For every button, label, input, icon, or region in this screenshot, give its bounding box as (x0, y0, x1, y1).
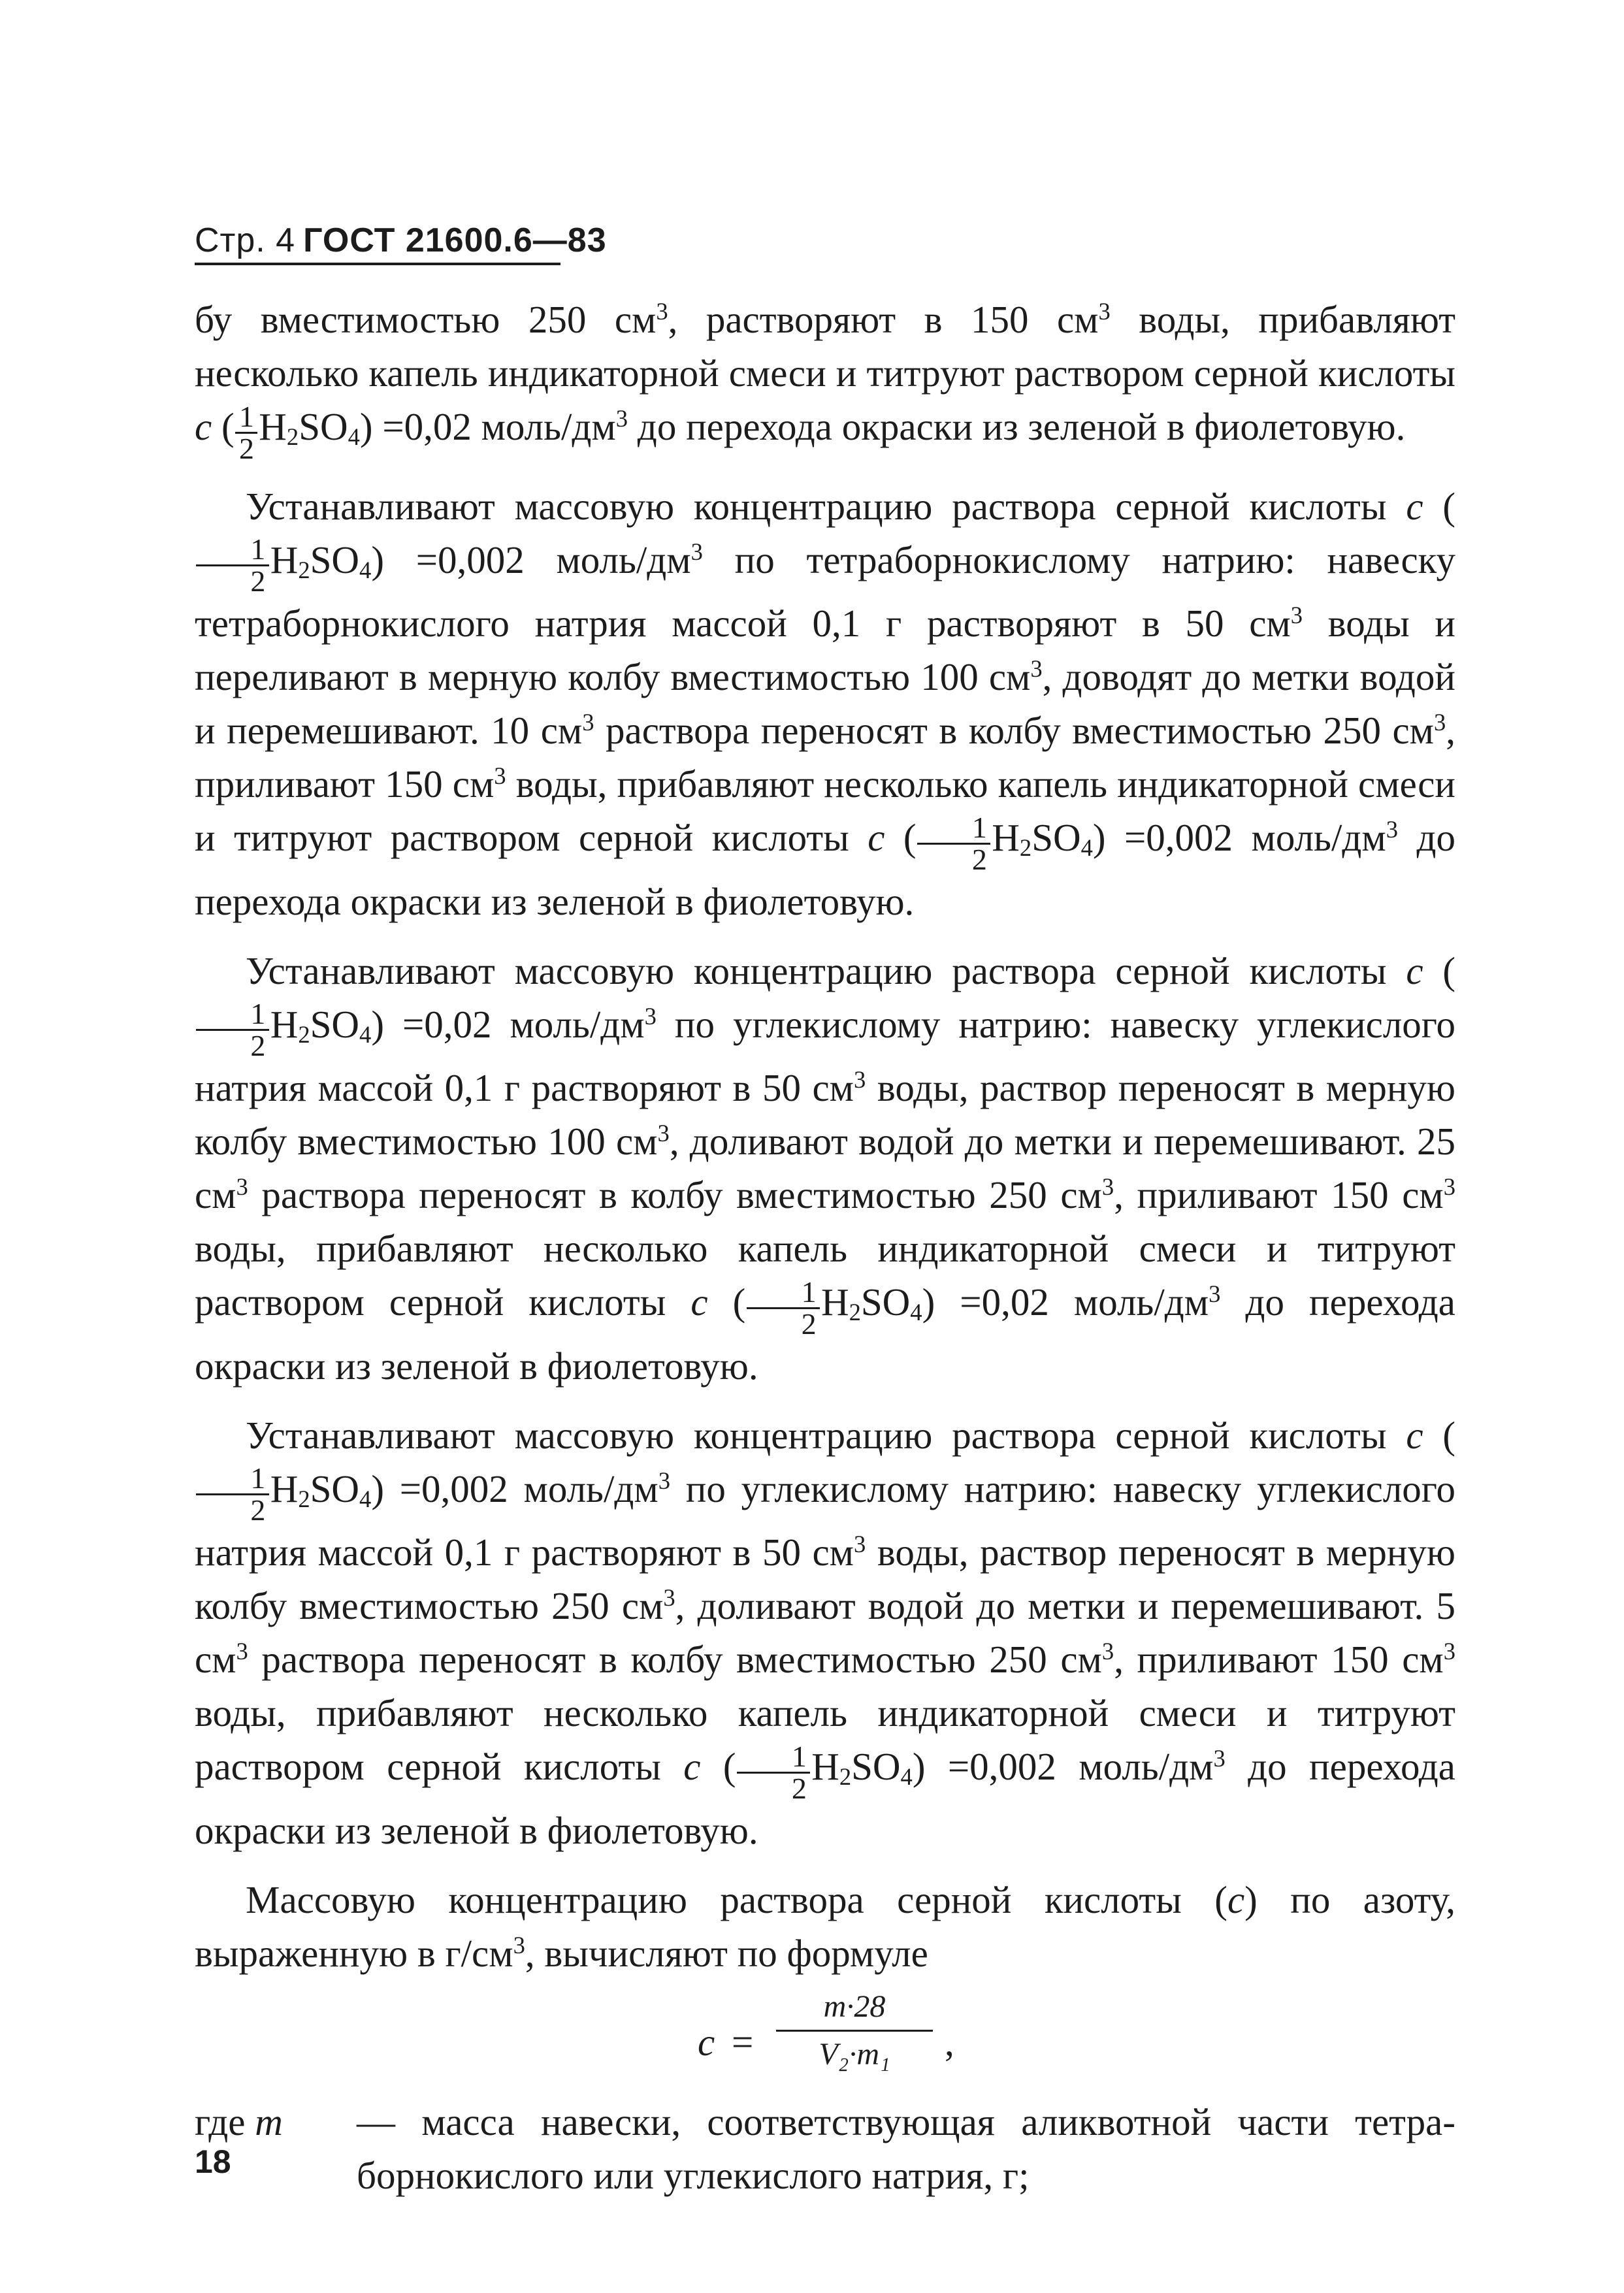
paragraph-3: Устанавливают массовую концентрацию раствора серной кислоты c ( $\frac{1}{2}$ $H_2SO_4) =0,02$ моль/$дм^3$ по углекислому натрию: навеску углекислого натрия массой 0,1 г растворяют в 50 $см^3$ воды, раствор переносят в мерную колбу вместимостью 100 $см^3$, доливают водой до метки и перемешивают. 25 $см^3$ раствора переносят в колбу вместимостью 250 $см^3$, приливают 150 $см^3$ воды, прибавляют несколько капель индикаторной смеси и титруют раствором серной кислоты c ( $\frac{1}{2}$ $H_2SO_4) =0,02$ моль/$дм^3$ до перехода окраски из зеленой в фиолетовую. (195, 949, 1456, 1388)
page-label: Стр. 4 (195, 221, 296, 259)
page-number: 18 (195, 2143, 231, 2180)
header-rule (195, 263, 560, 265)
fraction-half: $\frac{1}{2}$ (196, 999, 269, 1061)
paragraph-2: Устанавливают массовую концентрацию раствора серной кислоты c ( $\frac{1}{2}$ $H_2SO_4) =0,002$ моль/$дм^3$ по тетраборнокислому натрию: навеску тетраборнокислого натрия массой 0,1 г растворяют в 50 $см^3$ воды и переливают в мерную колбу вместимостью 100 $см^3$, доводят до метки водой и перемешивают. 10 $см^3$ раствора переносят в колбу вместимостью 250 $см^3$, приливают 150 $см^3$ воды, прибавляют несколько капель индикаторной смеси и титруют раствором серной кислоты c ( $\frac{1}{2}$ $H_2SO_4) =0,002$ моль/$дм^3$ до перехода окраски из зеленой в фиолетовую. (195, 484, 1456, 923)
paragraph-4: Устанавливают массовую концентрацию раствора серной кислоты c ( $\frac{1}{2}$ $H_2SO_4) =0,002$ моль/$дм^3$ по углекислому натрию: навеску углекислого натрия массой 0,1 г растворяют в 50 $см^3$ воды, раствор переносят в мерную колбу вместимостью 250 $см^3$, доливают водой до метки и перемешивают. 5 $см^3$ раствора переносят в колбу вместимостью 250 $см^3$, приливают 150 $см^3$ воды, прибавляют несколько капель индикаторной смеси и титруют раствором серной кислоты c ( $\frac{1}{2}$ $H_2SO_4) =0,002$ моль/$дм^3$ до перехода окраски из зеленой в фиолетовую. (195, 1413, 1456, 1852)
formula: c = $\frac{m\cdot 28}{\text{V₂·m₁}}$ , (195, 1984, 1455, 2089)
paragraph-5: Массовую концентрацию раствора серной кислоты (c) по азоту, выраженную в $г/см^3$, вычисляют по формуле (195, 1878, 1456, 1975)
where-variable: m (255, 2100, 283, 2143)
formula-numerator: m·28 (776, 1984, 933, 2032)
running-header (195, 214, 607, 267)
fraction-half: $\frac{1}{2}$ (235, 402, 257, 464)
fraction-half: $\frac{1}{2}$ (196, 534, 269, 596)
where-clause (195, 2095, 1455, 2202)
where-line-1: — масса навески, соответствующая аликвотной части тетра- (357, 2100, 1455, 2143)
document-code: ГОСТ 21600.6—83 (303, 221, 607, 259)
fraction-half: $\frac{1}{2}$ (196, 1463, 269, 1525)
formula-equals: = (732, 2020, 754, 2064)
fraction-half: $\frac{1}{2}$ (737, 1742, 810, 1804)
where-label: где (195, 2100, 246, 2143)
paragraph-1: бу вместимостью 250 $см^3$, растворяют в 150 $см^3$ воды, прибавляют несколько капель индикаторной смеси и титруют раствором серной кислоты c ( $\frac{1}{2}$ $H_2SO_4) =0,02$ моль/$дм^3$ до перехода окраски из зеленой в фиолетовую. (195, 297, 1455, 465)
where-line-2: борнокислого или углекислого натрия, г; (357, 2153, 1030, 2197)
formula-denominator: V₂·m₁ (819, 2036, 890, 2072)
formula-lhs: c (698, 2020, 715, 2064)
body-text (195, 293, 1455, 2202)
fraction-half: $\frac{1}{2}$ (917, 813, 990, 875)
formula-fraction (776, 1984, 933, 2077)
fraction-half: $\frac{1}{2}$ (747, 1277, 820, 1339)
